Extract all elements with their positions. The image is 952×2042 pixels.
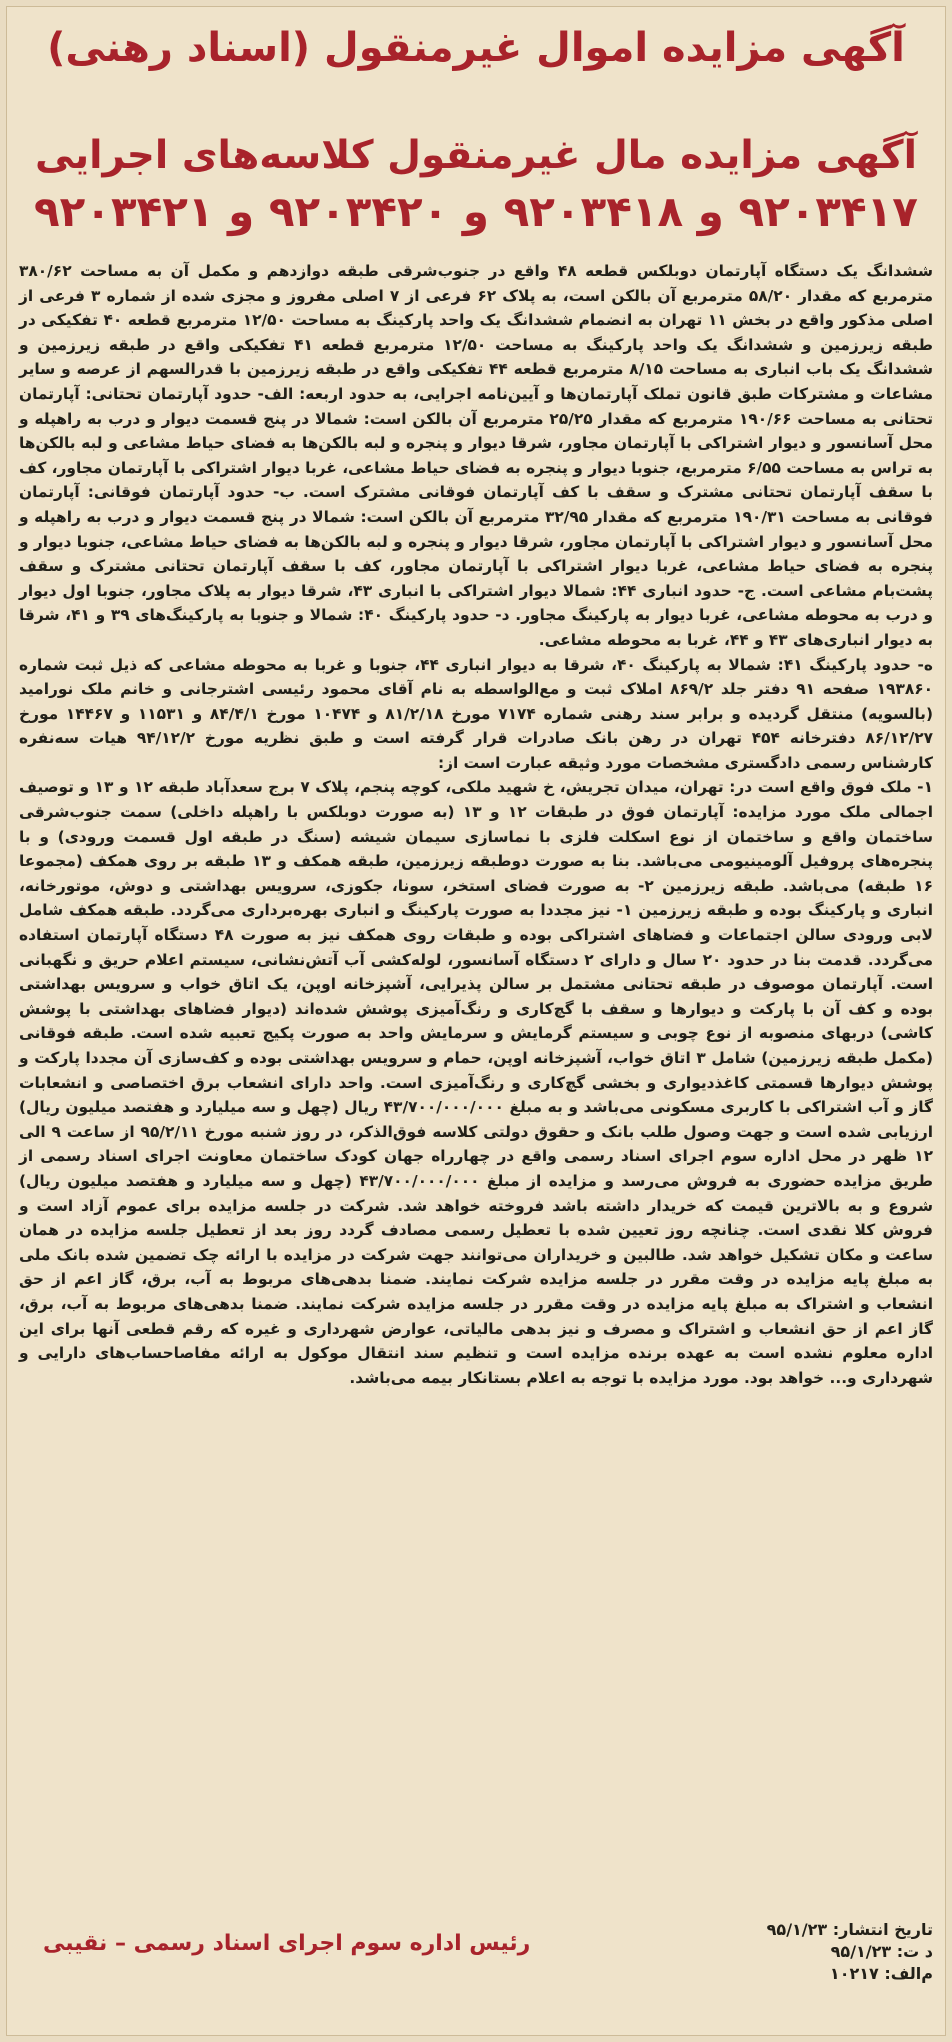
notice-title: آگهی مزایده اموال غیرمنقول (اسناد رهنی) (47, 25, 905, 71)
notice-body (19, 259, 933, 1390)
notice-subtitle: آگهی مزایده مال غیرمنقول کلاسه‌های اجرایی (35, 133, 917, 178)
newspaper-notice (6, 6, 946, 2036)
reference-number: م‌الف: ۱۰۲۱۷ (829, 1964, 933, 1983)
case-numbers: ۹۲۰۳۴۱۷ و ۹۲۰۳۴۱۸ و ۹۲۰۳۴۲۰ و ۹۲۰۳۴۲۱ (34, 187, 918, 236)
notice-footer (19, 1919, 933, 1985)
paragraph-parking-registration: ه- حدود پارکینگ ۴۱: شمالا به پارکینگ ۴۰، شرقا به دیوار انباری ۴۴، جنوبا و غربا به محوطه مشاعی که ذیل ثبت شماره ۱۹۳۸۶۰ صفحه ۹۱ دفتر جلد ۸۶۹/۲ املاک ثبت و مع‌الواسطه به نام آقای محمود رئیسی اشترجانی و خانم ملک نورامید (بالسویه) منتقل گردیده و برابر سند رهنی شماره ۷۱۷۴ مورخ ۸۱/۲/۱۸ و ۱۰۴۷۴ مورخ ۸۴/۴/۱ و ۱۱۵۳۱ و ۱۴۴۶۷ مورخ ۸۶/۱۲/۲۷ دفترخانه ۴۵۴ تهران در رهن بانک صادرات قرار گرفته است و طبق نظریه مورخ ۹۴/۱۲/۲ هیات سه‌نفره کارشناس رسمی دادگستری مشخصات مورد وثیقه عبارت است از: (19, 655, 934, 772)
dt-date: د ت: ۹۵/۱/۲۳ (830, 1942, 933, 1961)
paragraph-auction-details: ۱- ملک فوق واقع است در: تهران، میدان تجریش، خ شهید ملکی، کوچه پنجم، پلاک ۷ برج سعدآباد طبقه ۱۲ و ۱۳ و توصیف اجمالی ملک مورد مزایده: آپارتمان فوق در طبقات ۱۲ و ۱۳ (به صورت دوبلکس با راهپله داخلی) سمت جنوب‌شرقی ساختمان واقع و ساختمان از نوع اسکلت فلزی با نماسازی سیمان شیشه (سنگ در طبقه اول قسمت ورودی) و با پنجره‌های پروفیل آلومینیومی می‌باشد. بنا به صورت دوطبقه زیرزمین، طبقه همکف و ۱۳ طبقه بر روی همکف (مجموعا ۱۶ طبقه) می‌باشد. طبقه زیرزمین ۲- به صورت فضای استخر، سونا، جکوزی، سرویس بهداشتی و دوش، موتورخانه، انباری و پارکینگ بوده و طبقه زیرزمین ۱- نیز مجددا به صورت پارکینگ و انباری بهره‌برداری می‌گردد. طبقه همکف شامل لابی ورودی سالن اجتماعات و فضاهای اشتراکی بوده و طبقات روی همکف نیز به صورت ۴۸ دستگاه آپارتمان استفاده می‌گردد. قدمت بنا در حدود ۲۰ سال و دارای ۲ دستگاه آسانسور، لوله‌کشی آب آتش‌نشانی، سیستم اعلام حریق و نگهبانی است. آپارتمان موصوف در طبقه تحتانی مشتمل بر سالن پذیرایی، آشپزخانه اوپن، یک اتاق خواب و سرویس بهداشتی بوده و کف آن با پارکت و دیوارها و سقف با گچ‌کاری و رنگ‌آمیزی پوشش شده‌اند (دیوار فضاهای بهداشتی با پوشش کاشی) دربهای منصوبه از نوع چوبی و سیستم گرمایش و سرمایش واحد به صورت پکیج تعبیه شده است. طبقه فوقانی (مکمل طبقه زیرزمین) شامل ۳ اتاق خواب، آشپزخانه اوپن، حمام و سرویس بهداشتی بوده و کف‌سازی آن مجددا پارکت و پوشش دیوارها قسمتی کاغذدیواری و بخشی گچ‌کاری و رنگ‌آمیزی است. واحد دارای انشعاب برق اختصاصی و انشعابات گاز و آب اشتراکی با کاربری مسکونی می‌باشد و به مبلغ ۴۳/۷۰۰/۰۰۰/۰۰۰ ریال (چهل و سه میلیارد و هفتصد میلیون ریال) ارزیابی شده است و جهت وصول طلب بانک و حقوق دولتی کلاسه فوق‌الذکر، در روز شنبه مورخ ۹۵/۲/۱۱ از ساعت ۹ الی ۱۲ ظهر در محل اداره سوم اجرای اسناد رسمی واقع در چهارراه جهان کودک ساختمان معاونت اجرای اسناد رسمی از طریق مزایده حضوری به فروش می‌رسد و مزایده از مبلغ ۴۳/۷۰۰/۰۰۰/۰۰۰ (چهل و سه میلیارد و هفتصد میلیون ریال) شروع و به بالاترین قیمت که خریدار داشته باشد فروخته خواهد شد. شرکت در جلسه مزایده برای عموم آزاد است و فروش کلا نقدی است. چنانچه روز تعیین شده با تعطیل رسمی مصادف گردد روز بعد از تعطیل جلسه مزایده در همان ساعت و مکان تشکیل خواهد شد. طالبین و خریداران می‌توانند جهت شرکت در مزایده با ارائه چک تضمین شده بانک ملی به مبلغ پایه مزایده در وقت مقرر در جلسه مزایده شرکت نمایند. ضمنا بدهی‌های مربوط به آب، برق، گاز اعم از حق انشعاب و اشتراک به مبلغ پایه مزایده در وقت مقرر در جلسه مزایده شرکت نمایند. ضمنا بدهی‌های مربوط به آب، برق، گاز اعم از حق انشعاب و اشتراک و مصرف و نیز بدهی مالیاتی، عوارض شهرداری و غیره که رقم قطعی آنها برای این اداره معلوم نشده است به عهده برنده مزایده است و تنظیم سند انتقال موکول به ارائه مفاصاحساب‌های دارایی و شهرداری و... خواهد بود. مورد مزایده با توجه به اعلام بستانکار بیمه می‌باشد. (19, 778, 934, 1387)
signature: رئیس اداره سوم اجرای اسناد رسمی – نقیبی (43, 1931, 531, 1956)
paragraph-property-description: ششدانگ یک دستگاه آپارتمان دوبلکس قطعه ۴۸ واقع در جنوب‌شرقی طبقه دوازدهم و مکمل آن به مساحت ۳۸۰/۶۲ مترمربع که مقدار ۵۸/۲۰ مترمربع آن بالکن است، به پلاک ۶۲ فرعی از ۷ اصلی مفروز و مجزی شده از شماره ۳ فرعی از اصلی مذکور واقع در بخش ۱۱ تهران به انضمام ششدانگ یک واحد پارکینگ به مساحت ۱۲/۵۰ مترمربع قطعه ۴۰ تفکیکی در طبقه زیرزمین و ششدانگ یک واحد پارکینگ به مساحت ۱۲/۵۰ مترمربع قطعه ۴۱ تفکیکی واقع در طبقه زیرزمین و ششدانگ یک باب انباری به مساحت ۸/۱۵ مترمربع قطعه ۴۴ تفکیکی واقع در طبقه زیرزمین با قدرالسهم از عرصه و سایر مشاعات و مشترکات طبق قانون تملک آپارتمان‌ها و آیین‌نامه اجرایی، به حدود اربعه: الف- حدود آپارتمان تحتانی: آپارتمان تحتانی به مساحت ۱۹۰/۶۶ مترمربع که مقدار ۲۵/۲۵ مترمربع آن بالکن است: شمالا در پنج قسمت دیوار و درب به راهپله و محل آسانسور و دیوار اشتراکی با آپارتمان مجاور، شرقا دیوار و پنجره و لبه بالکن‌ها به فضای حیاط مشاعی و لبه بالکن‌ها به تراس به مساحت ۶/۵۵ مترمربع، جنوبا دیوار و پنجره به فضای حیاط مشاعی، غربا دیوار اشتراکی با آپارتمان مجاور، کف با سقف آپارتمان تحتانی مشترک و سقف با کف آپارتمان فوقانی مشترک است. ب- حدود آپارتمان فوقانی: آپارتمان فوقانی به مساحت ۱۹۰/۳۱ مترمربع که مقدار ۳۲/۹۵ مترمربع آن بالکن است: شمالا در پنج قسمت دیوار و درب به راهپله و محل آسانسور و دیوار اشتراکی با آپارتمان مجاور، شرقا دیوار و پنجره و لبه بالکن‌ها به فضای حیاط مشاعی، جنوبا دیوار و پنجره به فضای حیاط مشاعی، غربا دیوار اشتراکی با آپارتمان مجاور، کف با سقف آپارتمان تحتانی مشترک و سقف پشت‌بام مشاعی است. ج- حدود انباری ۴۴: شمالا دیوار اشتراکی با انباری ۴۳، شرقا دیوار به پلاک مجاور، جنوبا اول دیوار و درب به محوطه مشاعی، غربا دیوار به پارکینگ مجاور. د- حدود پارکینگ ۴۰: شمالا و جنوبا به پارکینگ‌های ۳۹ و ۴۱، شرقا به دیوار انباری‌های ۴۳ و ۴۴، غربا به محوطه مشاعی. (19, 262, 933, 649)
publish-date: تاریخ انتشار: ۹۵/۱/۲۳ (766, 1920, 933, 1939)
